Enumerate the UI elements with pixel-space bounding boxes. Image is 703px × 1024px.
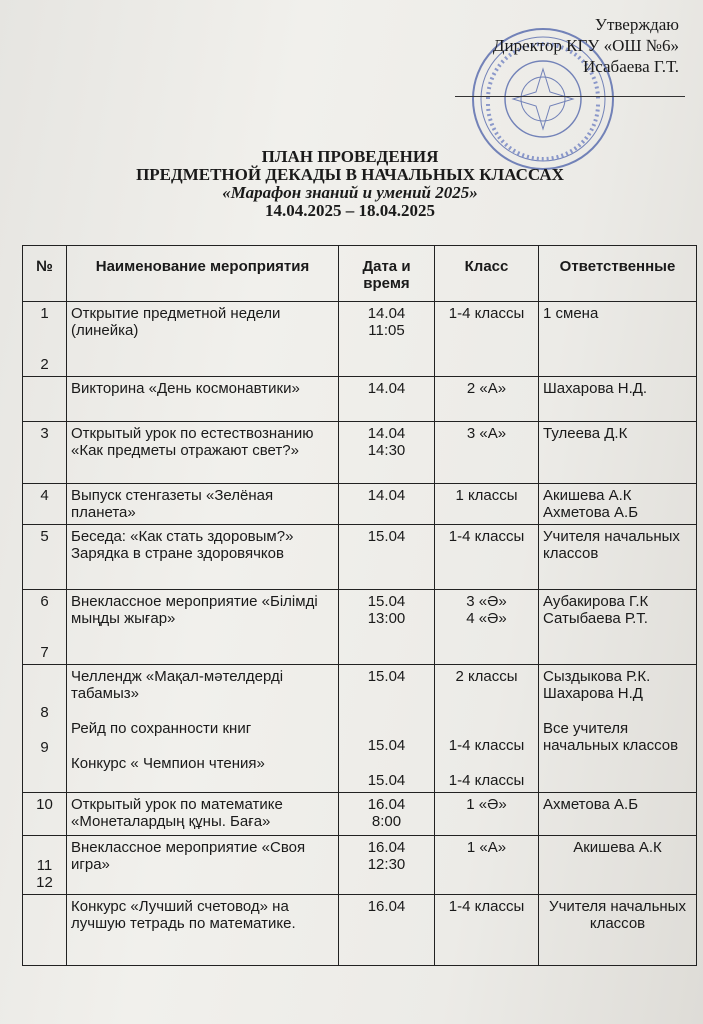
signature-line <box>455 96 685 97</box>
row-num: 2 <box>40 356 49 373</box>
row-date: 14.04 <box>339 484 435 525</box>
row-responsible-2: Ахметова А.Б <box>543 504 639 521</box>
row-class-2: 4 «Ә» <box>466 610 507 627</box>
row-event: Выпуск стенгазеты «Зелёная планета» <box>67 484 339 525</box>
document-title <box>60 148 640 220</box>
row-class: 2 «А» <box>435 377 539 422</box>
row-responsible: Ахметова А.Б <box>539 793 697 836</box>
row-num: 1 <box>40 305 49 322</box>
row-responsible: Аубакирова Г.К <box>543 593 649 610</box>
row-responsible: Акишева А.К <box>543 487 632 504</box>
row-class: 3 «Ә» <box>466 593 507 610</box>
row-responsible: 1 смена <box>539 302 697 377</box>
row-time: 12:30 <box>367 856 406 873</box>
row-class: 1-4 классы <box>448 772 525 789</box>
header-responsible: Ответственные <box>539 246 697 302</box>
row-date: 15.04 <box>367 737 406 754</box>
table-row <box>23 484 697 525</box>
row-class: 1-4 классы <box>435 895 539 966</box>
title-line-1: ПЛАН ПРОВЕДЕНИЯ <box>261 147 439 166</box>
table-row <box>23 793 697 836</box>
row-time: 8:00 <box>371 813 402 830</box>
row-responsible-2: Сатыбаева Р.Т. <box>543 610 648 627</box>
row-class: 1-4 классы <box>435 525 539 590</box>
row-num: 11 <box>36 857 53 874</box>
row-event: Открытый урок по естествознанию «Как предметы отражают свет?» <box>67 422 339 484</box>
row-class: 2 классы <box>455 668 518 685</box>
row-responsible-2: Шахарова Н.Д <box>543 685 643 702</box>
row-time: 14:30 <box>367 442 406 459</box>
row-responsible: Шахарова Н.Д. <box>539 377 697 422</box>
title-line-2: ПРЕДМЕТНОЙ ДЕКАДЫ В НАЧАЛЬНЫХ КЛАССАХ <box>136 165 564 184</box>
row-event: Беседа: «Как стать здоровым?» Зарядка в стране здоровячков <box>67 525 339 590</box>
row-event: Челлендж «Мақал-мәтелдерді табамыз» <box>71 668 284 702</box>
table-row <box>23 836 697 895</box>
row-num: 8 <box>40 704 49 721</box>
title-dates: 14.04.2025 – 18.04.2025 <box>265 201 435 220</box>
row-num: 3 <box>23 422 67 484</box>
row-event: Открытый урок по математике «Монеталардың құны. Баға» <box>67 793 339 836</box>
row-date: 14.04 <box>367 425 406 442</box>
row-num: 10 <box>23 793 67 836</box>
header-class: Класс <box>435 246 539 302</box>
row-date: 16.04 <box>367 796 406 813</box>
row-date: 15.04 <box>367 668 406 685</box>
table-row <box>23 525 697 590</box>
row-responsible: Все учителя начальных классов <box>543 720 679 754</box>
row-responsible: Учителя начальных классов <box>539 895 697 966</box>
row-event: Конкурс « Чемпион чтения» <box>71 755 265 772</box>
header-event: Наименование мероприятия <box>67 246 339 302</box>
title-subtitle: «Марафон знаний и умений 2025» <box>222 183 478 202</box>
row-num: 6 <box>40 593 49 610</box>
row-responsible: Учителя начальных классов <box>539 525 697 590</box>
row-time: 11:05 <box>368 322 405 339</box>
table-row <box>23 422 697 484</box>
row-class: 3 «А» <box>435 422 539 484</box>
row-class: 1 классы <box>435 484 539 525</box>
row-num: 9 <box>40 739 49 756</box>
row-date: 16.04 <box>367 839 406 856</box>
approval-name: Исабаева Г.Т. <box>582 57 679 76</box>
table-header-row <box>23 246 697 302</box>
row-event: Внеклассное мероприятие «Білімді мыңды жығар» <box>67 590 339 665</box>
table-row <box>23 895 697 966</box>
row-date: 14.04 <box>367 305 406 322</box>
table-row <box>23 590 697 665</box>
approval-block <box>379 14 679 77</box>
row-class: 1 «А» <box>435 836 539 895</box>
row-date: 15.04 <box>339 525 435 590</box>
table-row <box>23 302 697 377</box>
header-num: № <box>23 246 67 302</box>
events-table <box>22 245 697 966</box>
row-date: 14.04 <box>339 377 435 422</box>
row-event: Конкурс «Лучший счетовод» на лучшую тетрадь по математике. <box>67 895 339 966</box>
row-responsible: Сыздыкова Р.К. <box>543 668 651 685</box>
row-class: 1 «Ә» <box>435 793 539 836</box>
row-event: Викторина «День космонавтики» <box>67 377 339 422</box>
table-row <box>23 665 697 793</box>
row-date: 15.04 <box>367 772 406 789</box>
header-date: Дата и время <box>339 246 435 302</box>
row-class: 1-4 классы <box>435 302 539 377</box>
row-time: 13:00 <box>367 610 406 627</box>
row-event: Рейд по сохранности книг <box>71 720 252 737</box>
row-responsible: Тулеева Д.К <box>539 422 697 484</box>
table-row <box>23 377 697 422</box>
row-num: 12 <box>36 874 53 891</box>
approval-label: Утверждаю <box>594 15 679 34</box>
row-date: 16.04 <box>339 895 435 966</box>
row-num: 5 <box>23 525 67 590</box>
row-class: 1-4 классы <box>448 737 525 754</box>
row-responsible: Акишева А.К <box>539 836 697 895</box>
row-num: 4 <box>23 484 67 525</box>
row-event: Внеклассное мероприятие «Своя игра» <box>67 836 339 895</box>
approval-position: Директор КГУ «ОШ №6» <box>492 36 679 55</box>
row-num: 7 <box>40 644 49 661</box>
row-event: Открытие предметной недели (линейка) <box>67 302 339 377</box>
row-date: 15.04 <box>367 593 406 610</box>
